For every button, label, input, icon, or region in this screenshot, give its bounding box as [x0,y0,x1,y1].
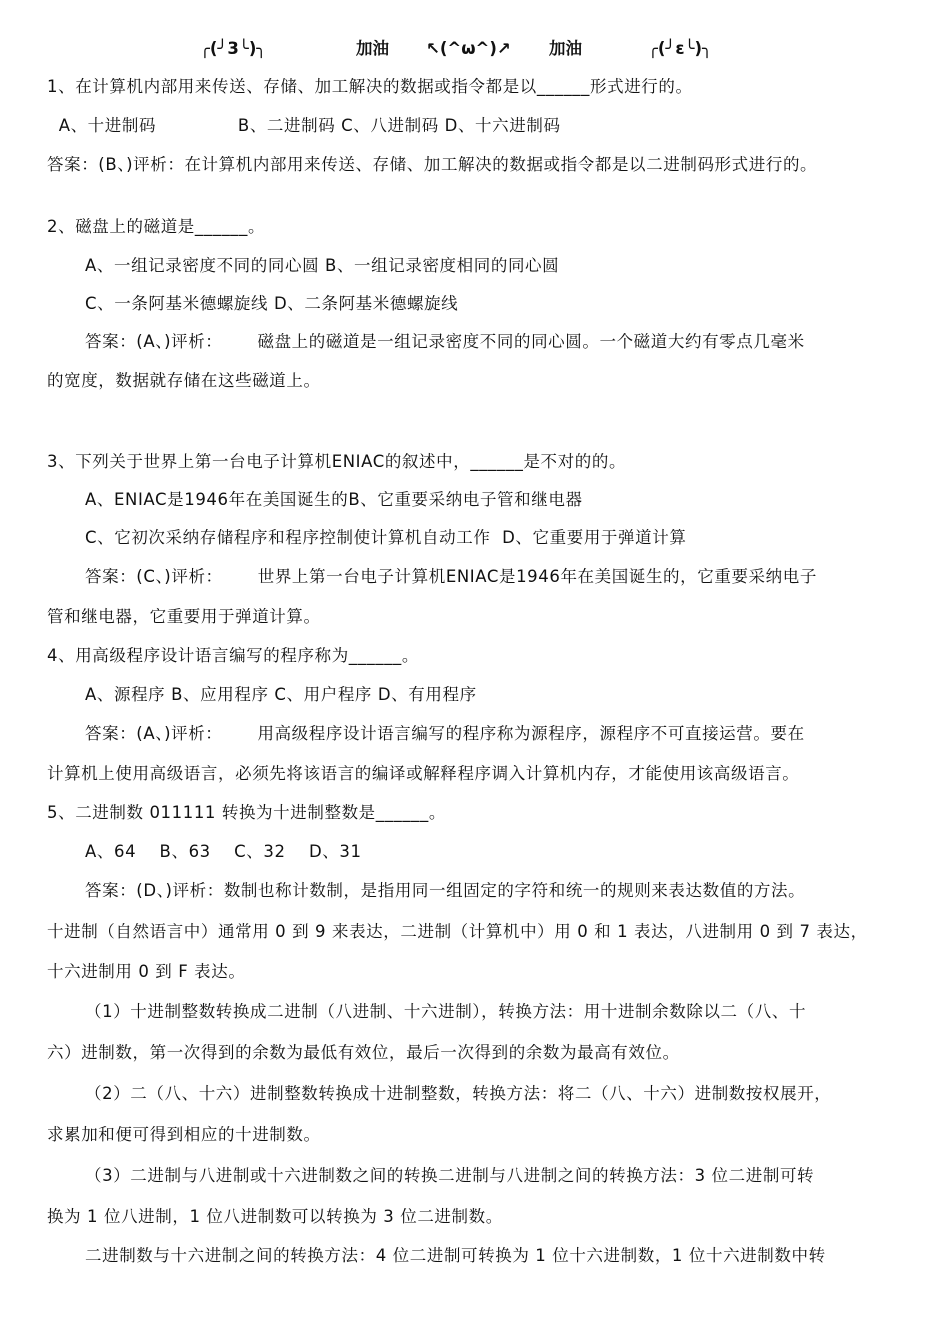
method-2: （2）二（八、十六）进制整数转换成十进制整数，转换方法：将二（八、十六）进制数按权展开， [85,1084,832,1103]
header-cheer-1: 加油 [356,39,389,58]
q5-answer-cont-1: 十进制（自然语言中）通常用 0 到 9 来表达，二进制（计算机中）用 0 和 1 表达，八进制用 0 到 7 表达， [47,922,868,941]
method-3: （3）二进制与八进制或十六进制数之间的转换二进制与八进制之间的转换方法：3 位二进制可转 [85,1166,815,1185]
method-1-cont: 六）进制数，第一次得到的余数为最低有效位，最后一次得到的余数为最高有效位。 [47,1043,680,1062]
q1-question: 1、在计算机内部用来传送、存储、加工解决的数据或指令都是以______形式进行的。 [47,77,693,96]
q5-question: 5、二进制数 011111 转换为十进制整数是______。 [47,803,446,822]
q2-question: 2、磁盘上的磁道是______。 [47,217,266,236]
q2-options-ab: A、一组记录密度不同的同心圆 B、一组记录密度相同的同心圆 [85,256,560,275]
q1-answer: 答案：(B、)评析：在计算机内部用来传送、存储、加工解决的数据或指令都是以二进制码形式进行的。 [47,155,818,174]
q5-answer-cont-2: 十六进制用 0 到 F 表达。 [47,962,246,981]
header-right-emoticon: ╭(╯ε╰)╮ [648,39,713,58]
q3-answer-cont: 管和继电器，它重要用于弹道计算。 [47,607,321,626]
q4-question: 4、用高级程序设计语言编写的程序称为______。 [47,646,419,665]
method-1: （1）十进制整数转换成二进制（八进制、十六进制），转换方法：用十进制余数除以二（八、十 [85,1002,807,1021]
method-4: 二进制数与十六进制之间的转换方法：4 位二进制可转换为 1 位十六进制数，1 位十六进制数中转 [85,1246,826,1265]
method-3-cont: 换为 1 位八进制，1 位八进制数可以转换为 3 位二进制数。 [47,1207,503,1226]
q3-question: 3、下列关于世界上第一台电子计算机ENIAC的叙述中，______是不对的的。 [47,452,627,471]
q3-options-cd: C、它初次采纳存储程序和程序控制使计算机自动工作 D、它重要用于弹道计算 [85,528,687,547]
q2-answer: 答案：(A、)评析： 磁盘上的磁道是一组记录密度不同的同心圆。一个磁道大约有零点几毫米 [85,332,805,351]
header-middle-emoticon: ↖(^ω^)↗ [426,39,511,58]
q4-options: A、源程序 B、应用程序 C、用户程序 D、有用程序 [85,685,477,704]
q1-options: A、十进制码 B、二进制码 C、八进制码 D、十六进制码 [47,116,561,135]
header-left-emoticon: ╭(╯3╰)╮ [200,39,267,58]
q2-options-cd: C、一条阿基米德螺旋线 D、二条阿基米德螺旋线 [85,294,459,313]
q5-answer: 答案：(D、)评析：数制也称计数制，是指用同一组固定的字符和统一的规则来表达数值的方法。 [85,881,806,900]
header-cheer-2: 加油 [549,39,582,58]
q3-options-ab: A、ENIAC是1946年在美国诞生的B、它重要采纳电子管和继电器 [85,490,583,509]
method-2-cont: 求累加和便可得到相应的十进制数。 [47,1125,321,1144]
q4-answer-cont: 计算机上使用高级语言，必须先将该语言的编译或解释程序调入计算机内存，才能使用该高级语言。 [47,764,800,783]
q3-answer: 答案：(C、)评析： 世界上第一台电子计算机ENIAC是1946年在美国诞生的，它重要采纳电子 [85,567,817,586]
q5-options: A、64 B、63 C、32 D、31 [85,842,362,861]
q4-answer: 答案：(A、)评析： 用高级程序设计语言编写的程序称为源程序，源程序不可直接运营。要在 [85,724,805,743]
q2-answer-cont: 的宽度，数据就存储在这些磁道上。 [47,371,321,390]
